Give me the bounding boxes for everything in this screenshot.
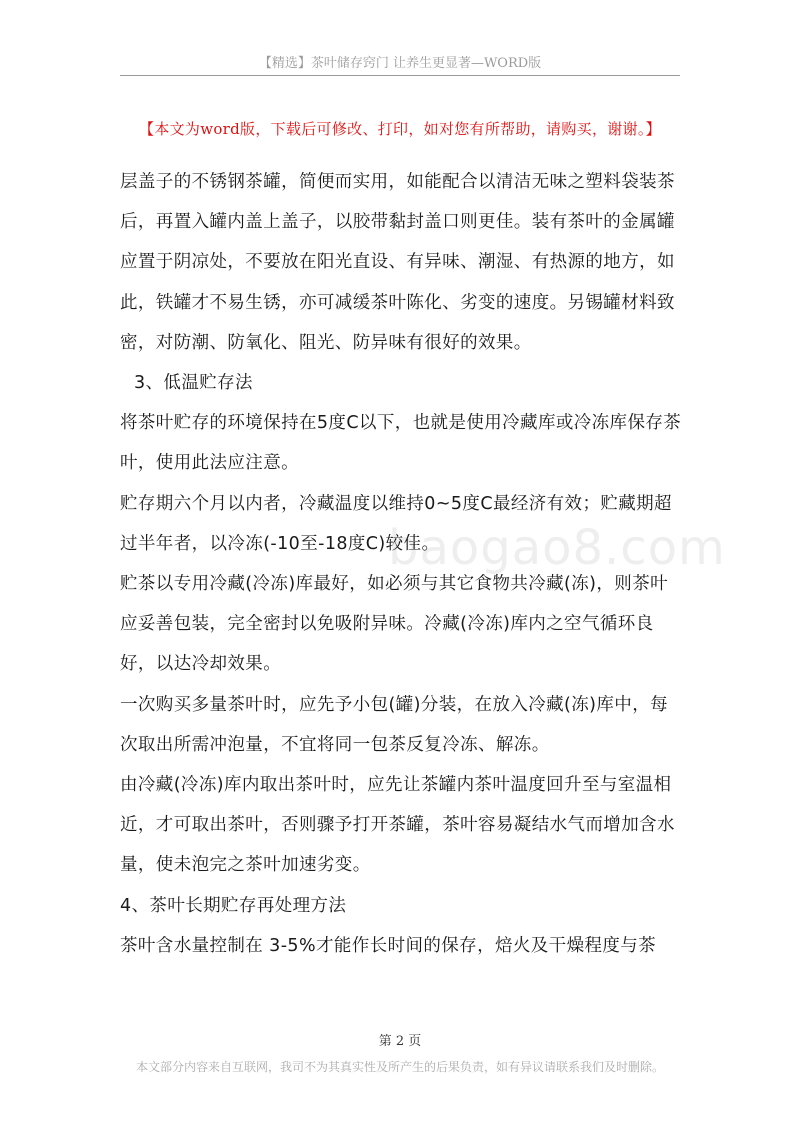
paragraph-tin-can: 层盖子的不锈钢茶罐，简便而实用，如能配合以清洁无味之塑料袋装茶后，再置入罐内盖上盖子，以胶带黏封盖口则更佳。装有茶叶的金属罐应置于阴凉处，不要放在阳光直设、有异味、潮湿、有热源的地方，如此，铁罐才不易生锈，亦可减缓茶叶陈化、劣变的速度。另锡罐材料致密，对防潮、防氧化、阻光、防异味有很好的效果。 [120, 172, 675, 353]
header-divider [120, 75, 680, 76]
body-text [120, 162, 685, 966]
watermark: baogao8.com [388, 520, 726, 576]
section-heading-long-term: 4、茶叶长期贮存再处理方法 [120, 895, 347, 916]
paragraph-dedicated-fridge: 贮茶以专用冷藏(冷冻)库最好，如必须与其它食物共冷藏(冻)，则茶叶应妥善包装，完全密封以免吸附异味。冷藏(冷冻)库内之空气循环良好，以达冷却效果。 [120, 574, 669, 675]
purchase-notice: 【本文为word版，下载后可修改、打印，如对您有所帮助，请购买，谢谢。】 [139, 120, 661, 138]
section-heading-low-temp: 3、低温贮存法 [134, 373, 253, 394]
paragraph-bulk-purchase: 一次购买多量茶叶时，应先予小包(罐)分装，在放入冷藏(冻)库中，每次取出所需冲泡量，不宜将同一包茶反复冷冻、解冻。 [120, 694, 669, 755]
paragraph-taking-out: 由冷藏(冷冻)库内取出茶叶时，应先让茶罐内茶叶温度回升至与室温相近，才可取出茶叶，否则骤予打开茶罐，茶叶容易凝结水气而增加含水量，使未泡完之茶叶加速劣变。 [120, 775, 675, 876]
page-footer: 本文部分内容来自互联网，我司不为其真实性及所产生的后果负责，如有异议请联系我们及时删除。 [135, 1060, 664, 1074]
paragraph-storage-period: 贮存期六个月以内者，冷藏温度以维持0~5度C最经济有效；贮藏期超过半年者，以冷冻(-10至-18度C)较佳。 [120, 493, 672, 554]
paragraph-low-temp-intro: 将茶叶贮存的环境保持在5度C以下，也就是使用冷藏库或冷冻库保存茶叶，使用此法应注意。 [120, 413, 682, 474]
page-header: 【精选】茶叶储存窍门 让养生更显著—WORD版 [258, 56, 542, 71]
page-number: 第 2 页 [378, 1034, 422, 1049]
paragraph-moisture-content: 茶叶含水量控制在 3-5%才能作长时间的保存，焙火及干燥程度与茶 [120, 935, 657, 956]
